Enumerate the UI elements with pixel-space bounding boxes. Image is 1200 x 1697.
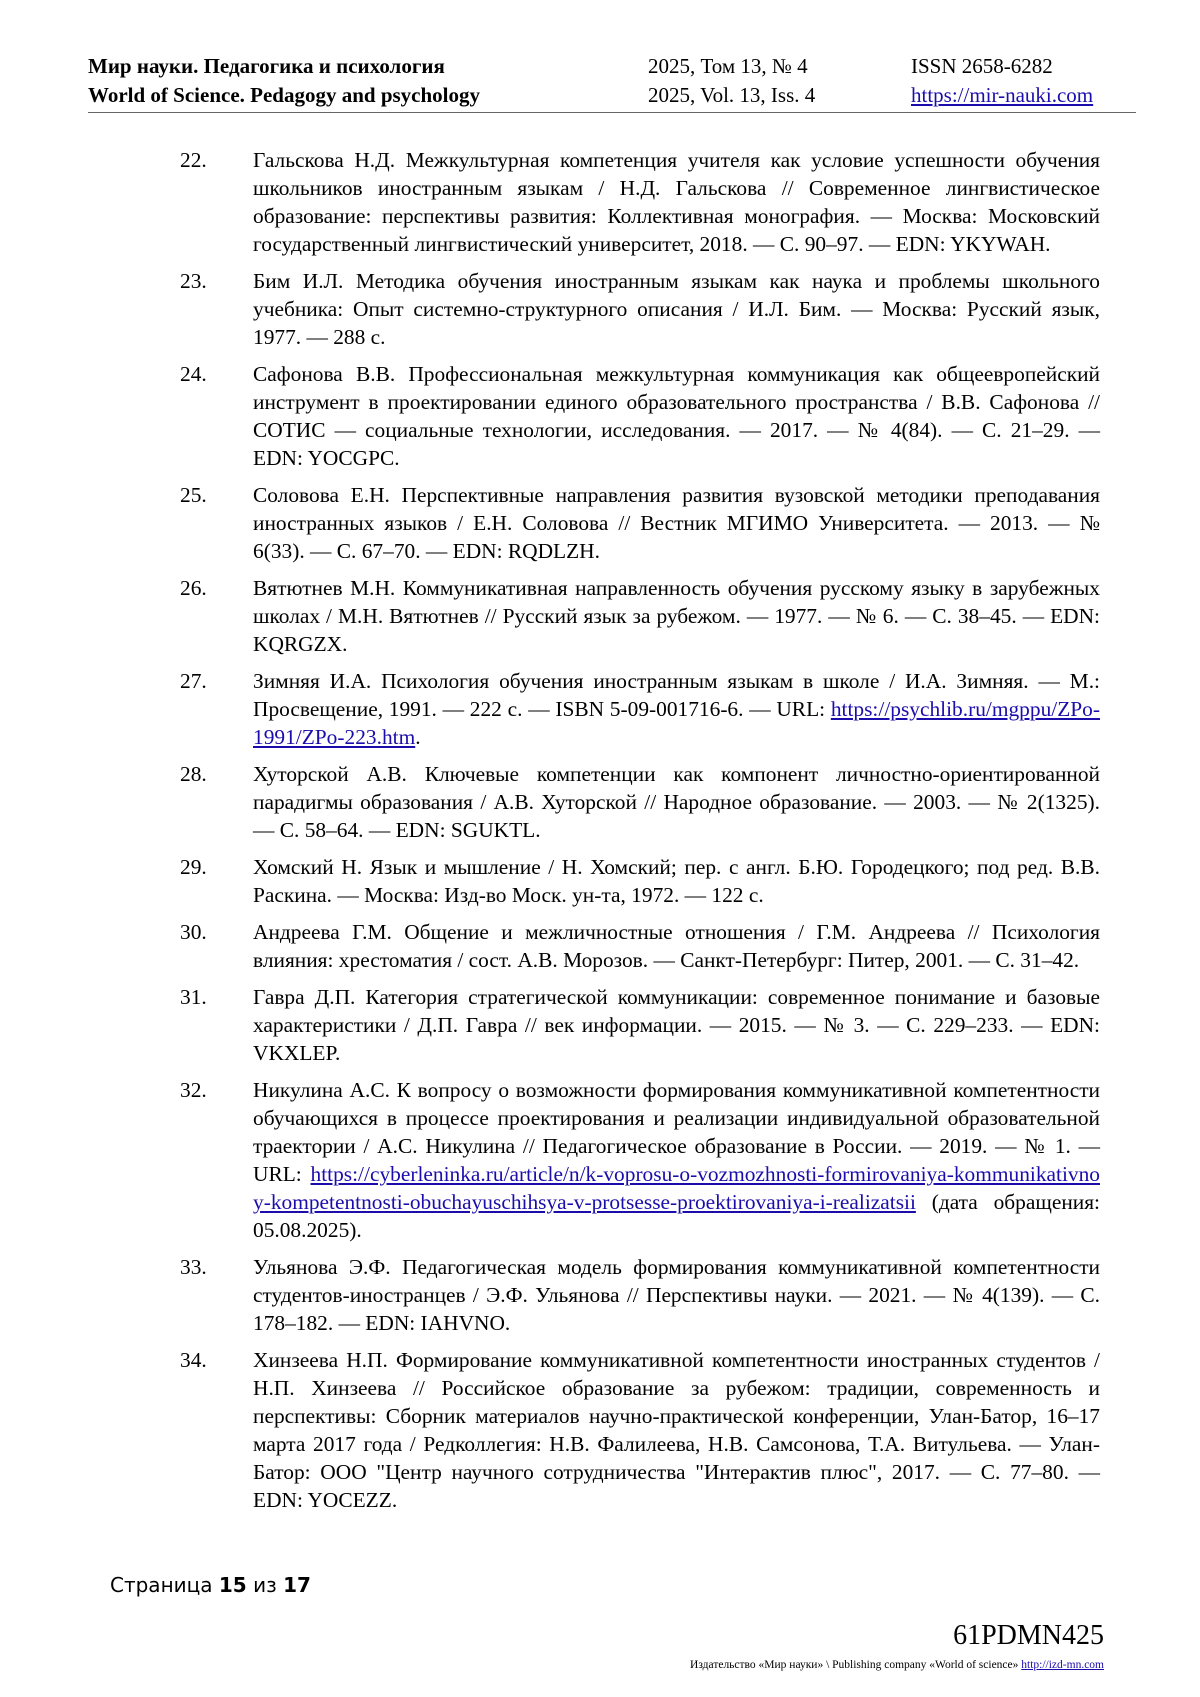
page-header: [88, 52, 1136, 113]
reference-link[interactable]: https://cyberleninka.ru/article/n/k-voprosu-o-vozmozhnosti-formirovaniya-kommunikativnoy-kompetentnosti-obuchayuschihsya-v-protsesse-proektirovaniya-i-realizatsii: [253, 1162, 1100, 1214]
page-label: Страница: [110, 1573, 213, 1597]
reference-number: 34.: [180, 1348, 207, 1372]
reference-item: [180, 574, 1100, 658]
journal-title-ru: Мир науки. Педагогика и психология: [88, 54, 445, 78]
publisher-line: [690, 1659, 1104, 1671]
reference-item: [180, 760, 1100, 844]
reference-number: 24.: [180, 362, 207, 386]
reference-number: 33.: [180, 1255, 207, 1279]
reference-item: [180, 1346, 1100, 1514]
page-current: 15: [218, 1573, 247, 1597]
reference-number: 32.: [180, 1078, 207, 1102]
publisher-link[interactable]: http://izd-mn.com: [1021, 1659, 1104, 1671]
reference-number: 27.: [180, 669, 207, 693]
reference-item: [180, 918, 1100, 974]
reference-text: Бим И.Л. Методика обучения иностранным языкам как наука и проблемы школьного учебника: Опыт системно-структурного описания / И.Л. Бим. — Москва: Русский язык, 1977. — 288 с.: [253, 269, 1100, 349]
reference-number: 25.: [180, 483, 207, 507]
reference-item: [180, 481, 1100, 565]
reference-number: 26.: [180, 576, 207, 600]
issn: ISSN 2658-6282: [911, 54, 1053, 78]
journal-title-en: World of Science. Pedagogy and psychology: [88, 83, 481, 107]
reference-link[interactable]: https://psychlib.ru/mgppu/ZPo-1991/ZPo-223.htm: [253, 697, 1100, 749]
page-total: 17: [283, 1573, 311, 1597]
reference-item: [180, 983, 1100, 1067]
reference-text: Соловова Е.Н. Перспективные направления развития вузовской методики преподавания иностранных языков / Е.Н. Соловова // Вестник МГИМО Университета. — 2013. — № 6(33). — С. 67–70. — EDN: RQDLZH.: [253, 483, 1100, 563]
reference-number: 28.: [180, 762, 207, 786]
reference-text: Хомский Н. Язык и мышление / Н. Хомский; пер. с англ. Б.Ю. Городецкого; под ред. В.В. Раскина. — Москва: Изд-во Моск. ун-та, 1972. — 122 с.: [253, 855, 1100, 907]
reference-number: 31.: [180, 985, 207, 1009]
reference-number: 29.: [180, 855, 207, 879]
reference-item: [180, 667, 1100, 751]
reference-item: [180, 1076, 1100, 1244]
reference-item: [180, 853, 1100, 909]
reference-item: [180, 146, 1100, 258]
reference-item: [180, 267, 1100, 351]
reference-item: [180, 1253, 1100, 1337]
reference-text: Ульянова Э.Ф. Педагогическая модель формирования коммуникативной компетентности студентов-иностранцев / Э.Ф. Ульянова // Перспективы науки. — 2021. — № 4(139). — С. 178–182. — EDN: IAHVNO.: [253, 1255, 1100, 1335]
reference-text: Хинзеева Н.П. Формирование коммуникативной компетентности иностранных студентов / Н.П. Хинзеева // Российское образование за рубежом: традиции, современность и перспективы: Сборник материалов научно-практической конференции, Улан-Батор, 16–17 марта 2017 года / Редколлегия: Н.В. Фалилеева, Н.В. Самсонова, Т.А. Витульева. — Улан-Батор: ООО "Центр научного сотрудничества "Интерактив плюс", 2017. — С. 77–80. — EDN: YOCEZZ.: [253, 1348, 1100, 1512]
reference-number: 23.: [180, 269, 207, 293]
reference-text: Андреева Г.М. Общение и межличностные отношения / Г.М. Андреева // Психология влияния: хрестоматия / сост. А.В. Морозов. — Санкт-Петербург: Питер, 2001. — С. 31–42.: [253, 920, 1100, 972]
reference-text: Зимняя И.А. Психология обучения иностранным языкам в школе / И.А. Зимняя. — М.: Просвещение, 1991. — 222 с. — ISBN 5-09-001716-6. — URL:: [253, 669, 1100, 721]
journal-url-cell: [911, 81, 1093, 110]
reference-list: [180, 146, 1100, 1523]
reference-text: Никулина А.С. К вопросу о возможности формирования коммуникативной компетентности обучающихся в процессе проектирования и реализации индивидуальной образовательной траектории / А.С. Никулина // Педагогическое образование в России. — 2019. — № 1. — URL:: [253, 1078, 1100, 1186]
issue-info-en: 2025, Vol. 13, Iss. 4: [648, 83, 816, 107]
journal-url-link[interactable]: https://mir-nauki.com: [911, 83, 1094, 107]
reference-item: [180, 360, 1100, 472]
issue-info-ru: 2025, Том 13, № 4: [648, 54, 808, 78]
reference-number: 30.: [180, 920, 207, 944]
reference-text: Гавра Д.П. Категория стратегической коммуникации: современное понимание и базовые характеристики / Д.П. Гавра // век информации. — 2015. — № 3. — С. 229–233. — EDN: VKXLEP.: [253, 985, 1100, 1065]
publisher-text: Издательство «Мир науки» \ Publishing company «World of science»: [690, 1659, 1019, 1671]
reference-text: Вятютнев М.Н. Коммуникативная направленность обучения русскому языку в зарубежных школах / М.Н. Вятютнев // Русский язык за рубежом. — 1977. — № 6. — С. 38–45. — EDN: KQRGZX.: [253, 576, 1100, 656]
reference-text: Хуторской А.В. Ключевые компетенции как компонент личностно-ориентированной парадигмы образования / А.В. Хуторской // Народное образование. — 2003. — № 2(1325). — С. 58–64. — EDN: SGUKTL.: [253, 762, 1100, 842]
reference-number: 22.: [180, 148, 207, 172]
reference-text: Гальскова Н.Д. Межкультурная компетенция учителя как условие успешности обучения школьников иностранным языкам / Н.Д. Гальскова // Современное лингвистическое образование: перспективы развития: Коллективная монография. — Москва: Московский государственный лингвистический университет, 2018. — С. 90–97. — EDN: YKYWAH.: [253, 148, 1100, 256]
reference-tail: .: [415, 725, 421, 749]
page-of-label: из: [253, 1573, 277, 1597]
article-code: 61PDMN425: [953, 1620, 1104, 1651]
reference-text: Сафонова В.В. Профессиональная межкультурная коммуникация как общеевропейский инструмент в проектировании единого образовательного пространства / В.В. Сафонова // СОТИС — социальные технологии, исследования. — 2017. — № 4(84). — С. 21–29. — EDN: YOCGPC.: [253, 362, 1100, 470]
reference-tail: (дата обращения: 05.08.2025).: [253, 1190, 1100, 1242]
page-number: [110, 1573, 311, 1597]
